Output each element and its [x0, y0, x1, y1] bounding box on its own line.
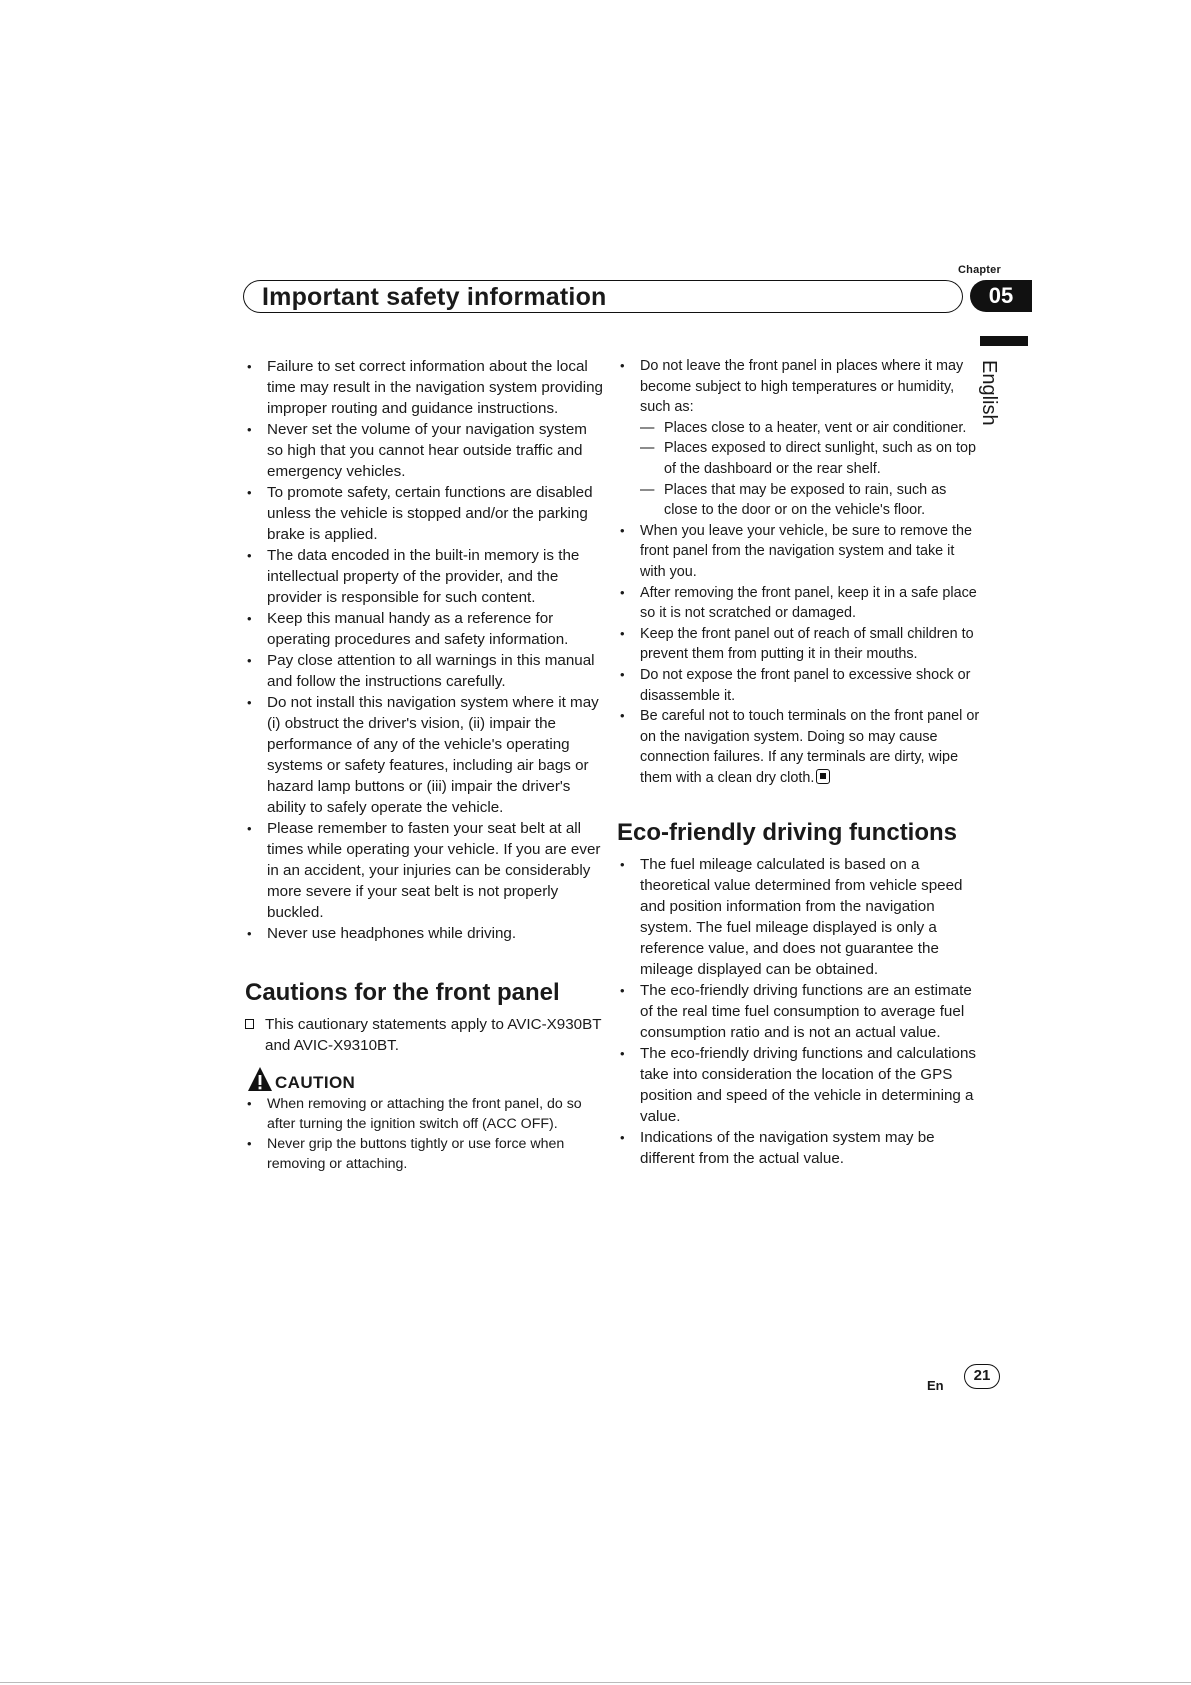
sub-list-item: — Places exposed to direct sunlight, such as on top of the dashboard or the rear shelf. — [640, 438, 980, 479]
list-item: • Keep this manual handy as a reference for operating procedures and safety information. — [247, 608, 607, 650]
language-tab-bar — [980, 336, 1028, 346]
list-item: • Never use headphones while driving. — [247, 923, 607, 944]
note-box-icon — [245, 1019, 254, 1029]
list-item-text: Do not leave the front panel in places where it may become subject to high temperatures or humidity, such as: — [640, 358, 964, 416]
list-item: • When you leave your vehicle, be sure to remove the front panel from the navigation system and take it with you. — [620, 521, 980, 583]
model-note — [245, 1014, 607, 1056]
footer-language-code: En — [927, 1378, 944, 1393]
list-item: • The eco-friendly driving functions are an estimate of the real time fuel consumption to average fuel consumption ratio and is not an actual value. — [620, 980, 980, 1043]
safety-list — [247, 356, 607, 944]
list-item: • Never set the volume of your navigation system so high that you cannot hear outside traffic and emergency vehicles. — [247, 419, 607, 482]
list-item — [620, 706, 980, 788]
eco-heading: Eco-friendly driving functions — [617, 819, 958, 847]
list-item: • After removing the front panel, keep it in a safe place so it is not scratched or damaged. — [620, 583, 980, 624]
left-column — [247, 356, 607, 1174]
list-item: • Failure to set correct information about the local time may result in the navigation system providing improper routing and guidance instructions. — [247, 356, 607, 419]
eco-list — [620, 854, 980, 1169]
section-header — [243, 280, 963, 313]
page-title: Important safety information — [262, 283, 607, 311]
list-item: • Do not expose the front panel to excessive shock or disassemble it. — [620, 665, 980, 706]
chapter-number-badge: 05 — [970, 280, 1032, 312]
language-tab: English — [978, 360, 1000, 426]
chapter-label: Chapter — [958, 264, 1001, 276]
page-number: 21 — [964, 1364, 1000, 1389]
right-column — [617, 356, 980, 1169]
sub-list-item: — Places that may be exposed to rain, such as close to the door or on the vehicle's floor. — [640, 480, 980, 521]
warning-triangle-icon — [247, 1066, 273, 1092]
list-item: • The fuel mileage calculated is based on a theoretical value determined from vehicle speed and position information from the navigation system. The fuel mileage displayed is only a reference value, and does not guarantee the mileage displayed can be obtained. — [620, 854, 980, 980]
list-item: • Never grip the buttons tightly or use force when removing or attaching. — [247, 1134, 607, 1174]
list-item-text: Be careful not to touch terminals on the front panel or on the navigation system. Doing so may cause connection failures. If any terminals are dirty, wipe them with a clean dry cloth. — [640, 708, 980, 786]
list-item: • The eco-friendly driving functions and calculations take into consideration the location of the GPS position and speed of the vehicle in determining a value. — [620, 1043, 980, 1127]
list-item: • The data encoded in the built-in memory is the intellectual property of the provider, and the provider is responsible for such content. — [247, 545, 607, 608]
sub-list-item: — Places close to a heater, vent or air conditioner. — [640, 418, 980, 439]
note-text: This cautionary statements apply to AVIC-X930BT and AVIC-X9310BT. — [265, 1016, 602, 1054]
list-item: • Keep the front panel out of reach of small children to prevent them from putting it in their mouths. — [620, 624, 980, 665]
sub-list — [640, 418, 980, 521]
list-item: • Do not install this navigation system where it may (i) obstruct the driver's vision, (ii) impair the performance of any of the vehicle's operating systems or safety features, including air bags or hazard lamp buttons or (iii) impair the driver's ability to safely operate the vehicle. — [247, 692, 607, 818]
caution-list — [247, 1094, 607, 1174]
front-panel-heading: Cautions for the front panel — [245, 979, 560, 1006]
list-item: • To promote safety, certain functions are disabled unless the vehicle is stopped and/or the parking brake is applied. — [247, 482, 607, 545]
list-item — [620, 356, 980, 521]
list-item: • Please remember to fasten your seat belt at all times while operating your vehicle. If you are ever in an accident, your injuries can be considerably more severe if your seat belt is not properly buckled. — [247, 818, 607, 923]
list-item: • Pay close attention to all warnings in this manual and follow the instructions carefully. — [247, 650, 607, 692]
list-item: • Indications of the navigation system may be different from the actual value. — [620, 1127, 980, 1169]
caution-label: CAUTION — [275, 1073, 356, 1092]
list-item: • When removing or attaching the front panel, do so after turning the ignition switch off (ACC OFF). — [247, 1094, 607, 1134]
scan-edge-line — [0, 1682, 1191, 1683]
caution-header — [247, 1066, 607, 1092]
front-panel-list — [620, 356, 980, 788]
end-of-section-icon — [816, 769, 830, 784]
